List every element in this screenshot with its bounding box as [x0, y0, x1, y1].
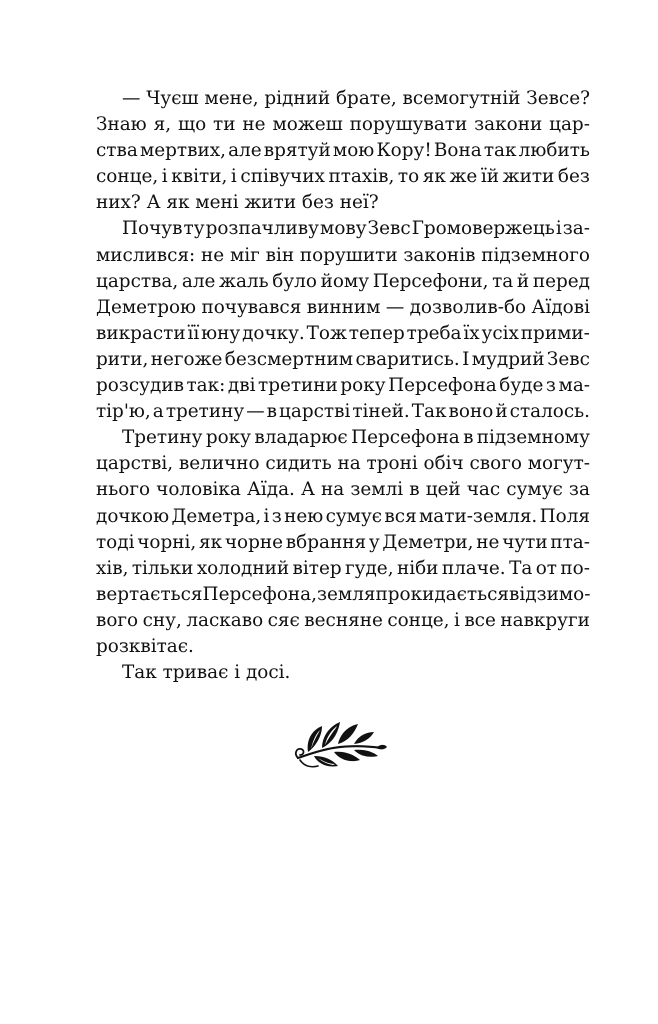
paragraph-4 [96, 660, 590, 686]
page-text [96, 86, 590, 686]
text-line: викрасти її юну дочку. Тож тепер треба їх усіх прими- [96, 322, 590, 344]
text-line: розквітає. [96, 635, 194, 657]
text-line: царстві, велично сидить на троні обіч свого могут- [96, 453, 590, 475]
text-line: дочкою Деметра, і з нею сумує вся мати-земля. Поля [96, 505, 590, 527]
text-line: ства мертвих, але врятуй мою Кору! Вона так любить [96, 140, 590, 162]
text-line: Деметрою почувався винним — дозволив-бо Аїдові [96, 296, 590, 318]
text-line: тоді чорні, як чорне вбрання у Деметри, не чути пта- [96, 531, 590, 553]
text-line: хів, тільки холодний вітер гуде, ніби плаче. Та от по- [96, 557, 590, 579]
text-line: мислився: не міг він порушити законів підземного [96, 244, 590, 266]
text-line: царства, але жаль було йому Персефони, та й перед [96, 270, 590, 292]
paragraph-2 [96, 216, 590, 425]
text-line: Третину року владарює Персефона в підземному [122, 427, 590, 449]
text-line: Знаю я, що ти не можеш порушувати закони цар- [96, 114, 590, 136]
text-line: — Чуєш мене, рідний брате, всемогутній Зевсе? [122, 88, 590, 109]
text-line: тір'ю, а третину — в царстві тіней. Так воно й сталось. [96, 401, 590, 423]
text-line: Почув ту розпачливу мову Зевс Громовержець і за- [122, 218, 590, 240]
paragraph-3 [96, 425, 590, 660]
paragraph-1 [96, 86, 590, 216]
text-line: рити, негоже безсмертним сваритись. І мудрий Зевс [96, 348, 590, 370]
text-line: них? А як мені жити без неї? [96, 192, 379, 214]
laurel-branch-icon [292, 708, 388, 774]
text-line: нього чоловіка Аїда. А на землі в цей час сумує за [96, 479, 590, 501]
text-line: сонце, і квіти, і співучих птахів, то як же їй жити без [96, 166, 590, 188]
text-line: вертається Персефона, земля прокидається від зимо- [96, 583, 591, 605]
text-line: вого сну, ласкаво сяє весняне сонце, і все навкруги [96, 609, 590, 631]
text-line: Так триває і досі. [122, 662, 291, 684]
text-line: розсудив так: дві третини року Персефона буде з ма- [96, 375, 590, 397]
